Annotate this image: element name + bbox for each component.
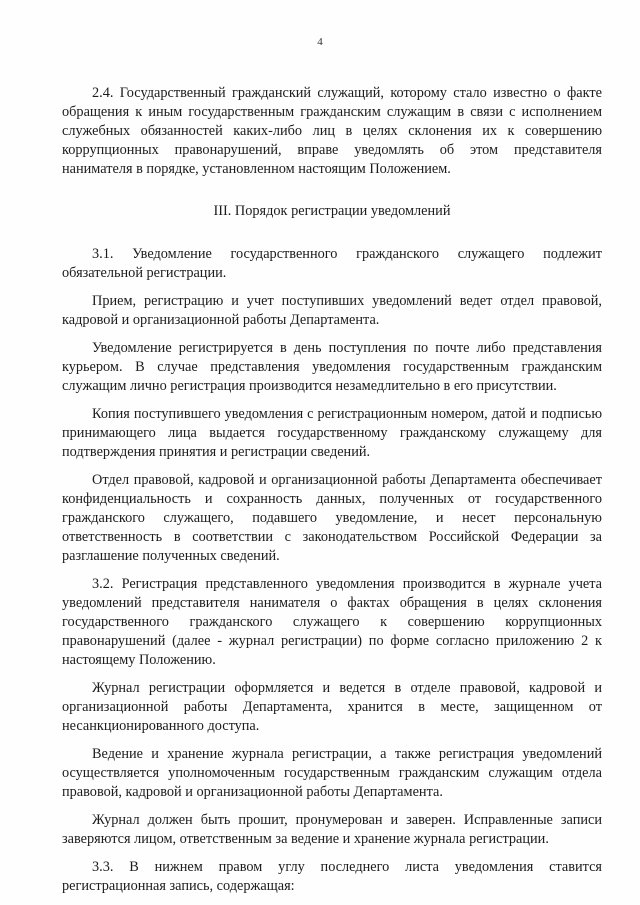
paragraph-3-1-confidentiality: Отдел правовой, кадровой и организационной работы Департамента обеспечивает конфиденциальность и сохранность данных, полученных от государственного гражданского служащего, подавшего уведомление, и несет персональную ответственность в соответствии с законодательством Российской Федерации за разглашение полученных сведений. xyxy=(62,472,602,564)
paragraph-3-3: 3.3. В нижнем правом углу последнего листа уведомления ставится регистрационная запись, содержащая: xyxy=(62,859,602,894)
document-body xyxy=(62,84,602,896)
paragraph-3-2: 3.2. Регистрация представленного уведомления производится в журнале учета уведомлений представителя нанимателя о фактах обращения в целях склонения государственного гражданского служащего к совершению коррупционных правонарушений (далее - журнал регистрации) по форме согласно приложению 2 к настоящему Положению. xyxy=(62,576,602,668)
paragraph-3-1-copy: Копия поступившего уведомления с регистрационным номером, датой и подписью принимающего лица выдается государственному гражданскому служащему для подтверждения принятия и регистрации сведений. xyxy=(62,406,602,460)
paragraph-3-1: 3.1. Уведомление государственного гражданского служащего подлежит обязательной регистрации. xyxy=(62,246,602,281)
paragraph-3-1-reception: Прием, регистрацию и учет поступивших уведомлений ведет отдел правовой, кадровой и организационной работы Департамента. xyxy=(62,293,602,328)
page-number: 4 xyxy=(317,36,323,48)
paragraph-3-2-binding: Журнал должен быть прошит, пронумерован и заверен. Исправленные записи заверяются лицом, ответственным за ведение и хранение журнала регистрации. xyxy=(62,812,602,847)
paragraph-2-4: 2.4. Государственный гражданский служащий, которому стало известно о факте обращения к иным государственным гражданским служащим в связи с исполнением служебных обязанностей каких-либо лиц в целях склонения их к совершению коррупционных правонарушений, вправе уведомлять об этом представителя нанимателя в порядке, установленном настоящим Положением. xyxy=(62,85,602,177)
paragraph-3-1-registration-day: Уведомление регистрируется в день поступления по почте либо представления курьером. В случае представления уведомления государственным гражданским служащим лично регистрация производится незамедлительно в его присутствии. xyxy=(62,340,602,394)
paragraph-3-2-maintenance: Ведение и хранение журнала регистрации, а также регистрация уведомлений осуществляется уполномоченным государственным гражданским служащим отдела правовой, кадровой и организационной работы Департамента. xyxy=(62,746,602,800)
section-title: III. Порядок регистрации уведомлений xyxy=(213,203,451,219)
paragraph-3-2-journal: Журнал регистрации оформляется и ведется в отделе правовой, кадровой и организационной работы Департамента, хранится в месте, защищенном от несанкционированного доступа. xyxy=(62,680,602,734)
